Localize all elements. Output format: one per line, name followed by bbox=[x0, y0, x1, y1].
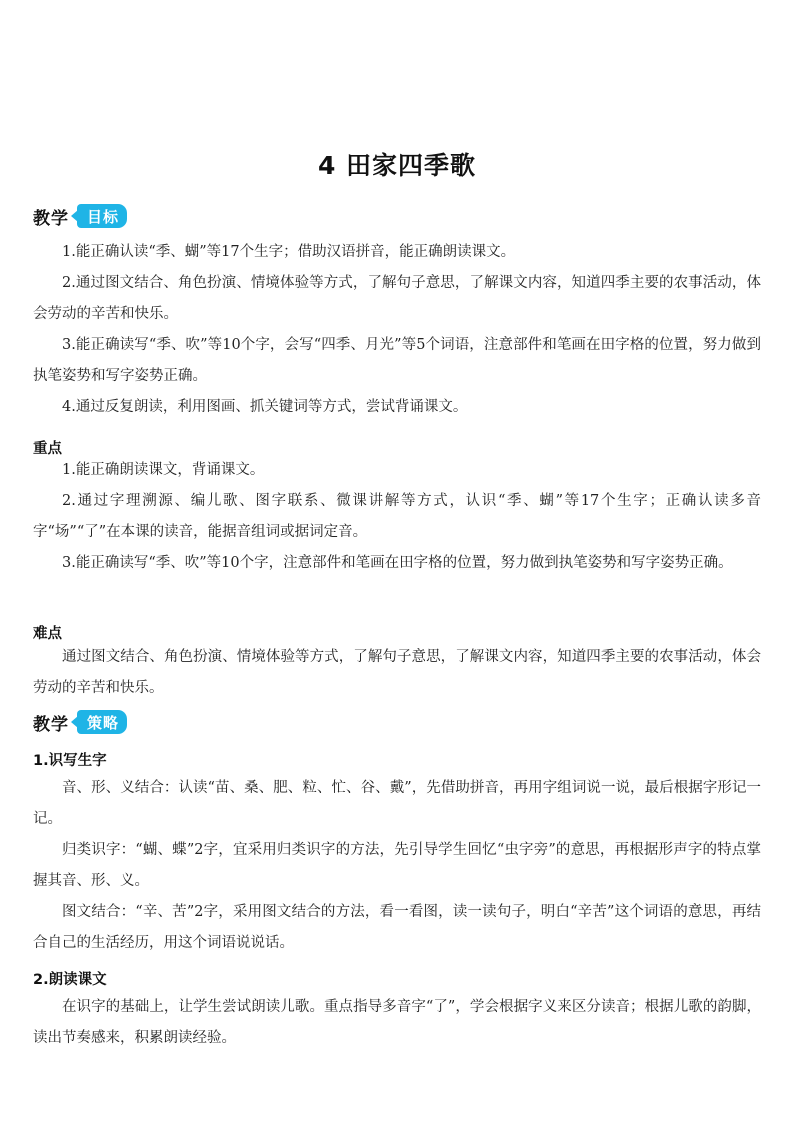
key-point-item-1: 1.能正确朗读课文，背诵课文。 bbox=[62, 462, 265, 478]
key-point-item-2: 2.通过字理溯源、编儿歌、图字联系、微课讲解等方式，认识“季、蝴”等17个生字；正确认读多音字“场”“了”在本课的读音，能据音组词或据词定音。 bbox=[33, 493, 761, 540]
strategy-section-2-heading: 2.朗读课文 bbox=[33, 972, 107, 988]
strategy-section-1-heading: 1.识写生字 bbox=[33, 753, 107, 769]
strategy-section-1-paragraph-2: 归类识字：“蝴、蝶”2字，宜采用归类识字的方法，先引导学生回忆“虫字旁”的意思，再根据形声字的特点掌握其音、形、义。 bbox=[33, 842, 761, 889]
strategy-header bbox=[33, 709, 127, 735]
difficulties-text: 通过图文结合、角色扮演、情境体验等方式，了解句子意思，了解课文内容，知道四季主要的农事活动，体会劳动的辛苦和快乐。 bbox=[33, 649, 761, 696]
strategy-header-main: 教学 bbox=[33, 714, 69, 735]
key-points-heading: 重点 bbox=[33, 441, 62, 457]
difficulties-heading: 难点 bbox=[33, 626, 62, 642]
strategy-section-2-paragraph-1: 在识字的基础上，让学生尝试朗读儿歌。重点指导多音字“了”，学会根据字义来区分读音；根据儿歌的韵脚，读出节奏感来，积累朗读经验。 bbox=[33, 999, 761, 1046]
objective-item-2: 2.通过图文结合、角色扮演、情境体验等方式，了解句子意思，了解课文内容，知道四季主要的农事活动，体会劳动的辛苦和快乐。 bbox=[33, 275, 761, 322]
objectives-header bbox=[33, 203, 127, 229]
strategy-section-1-paragraph-1: 音、形、义结合：认读“苗、桑、肥、粒、忙、谷、戴”，先借助拼音，再用字组词说一说，最后根据字形记一记。 bbox=[33, 780, 761, 827]
key-point-item-3: 3.能正确读写“季、吹”等10个字，注意部件和笔画在田字格的位置，努力做到执笔姿势和写字姿势正确。 bbox=[62, 555, 733, 571]
objectives-header-main: 教学 bbox=[33, 208, 69, 229]
objective-item-3: 3.能正确读写“季、吹”等10个字，会写“四季、月光”等5个词语，注意部件和笔画在田字格的位置，努力做到执笔姿势和写字姿势正确。 bbox=[33, 337, 761, 384]
strategy-header-tag: 策略 bbox=[77, 710, 127, 734]
strategy-section-1-paragraph-3: 图文结合：“辛、苦”2字，采用图文结合的方法，看一看图，读一读句子，明白“辛苦”这个词语的意思，再结合自己的生活经历，用这个词语说说话。 bbox=[33, 904, 761, 951]
lesson-title: 4 田家四季歌 bbox=[317, 151, 477, 180]
objective-item-1: 1.能正确认读“季、蝴”等17个生字；借助汉语拼音，能正确朗读课文。 bbox=[62, 244, 516, 260]
objective-item-4: 4.通过反复朗读，利用图画、抓关键词等方式，尝试背诵课文。 bbox=[62, 399, 468, 415]
objectives-header-tag: 目标 bbox=[77, 204, 127, 228]
